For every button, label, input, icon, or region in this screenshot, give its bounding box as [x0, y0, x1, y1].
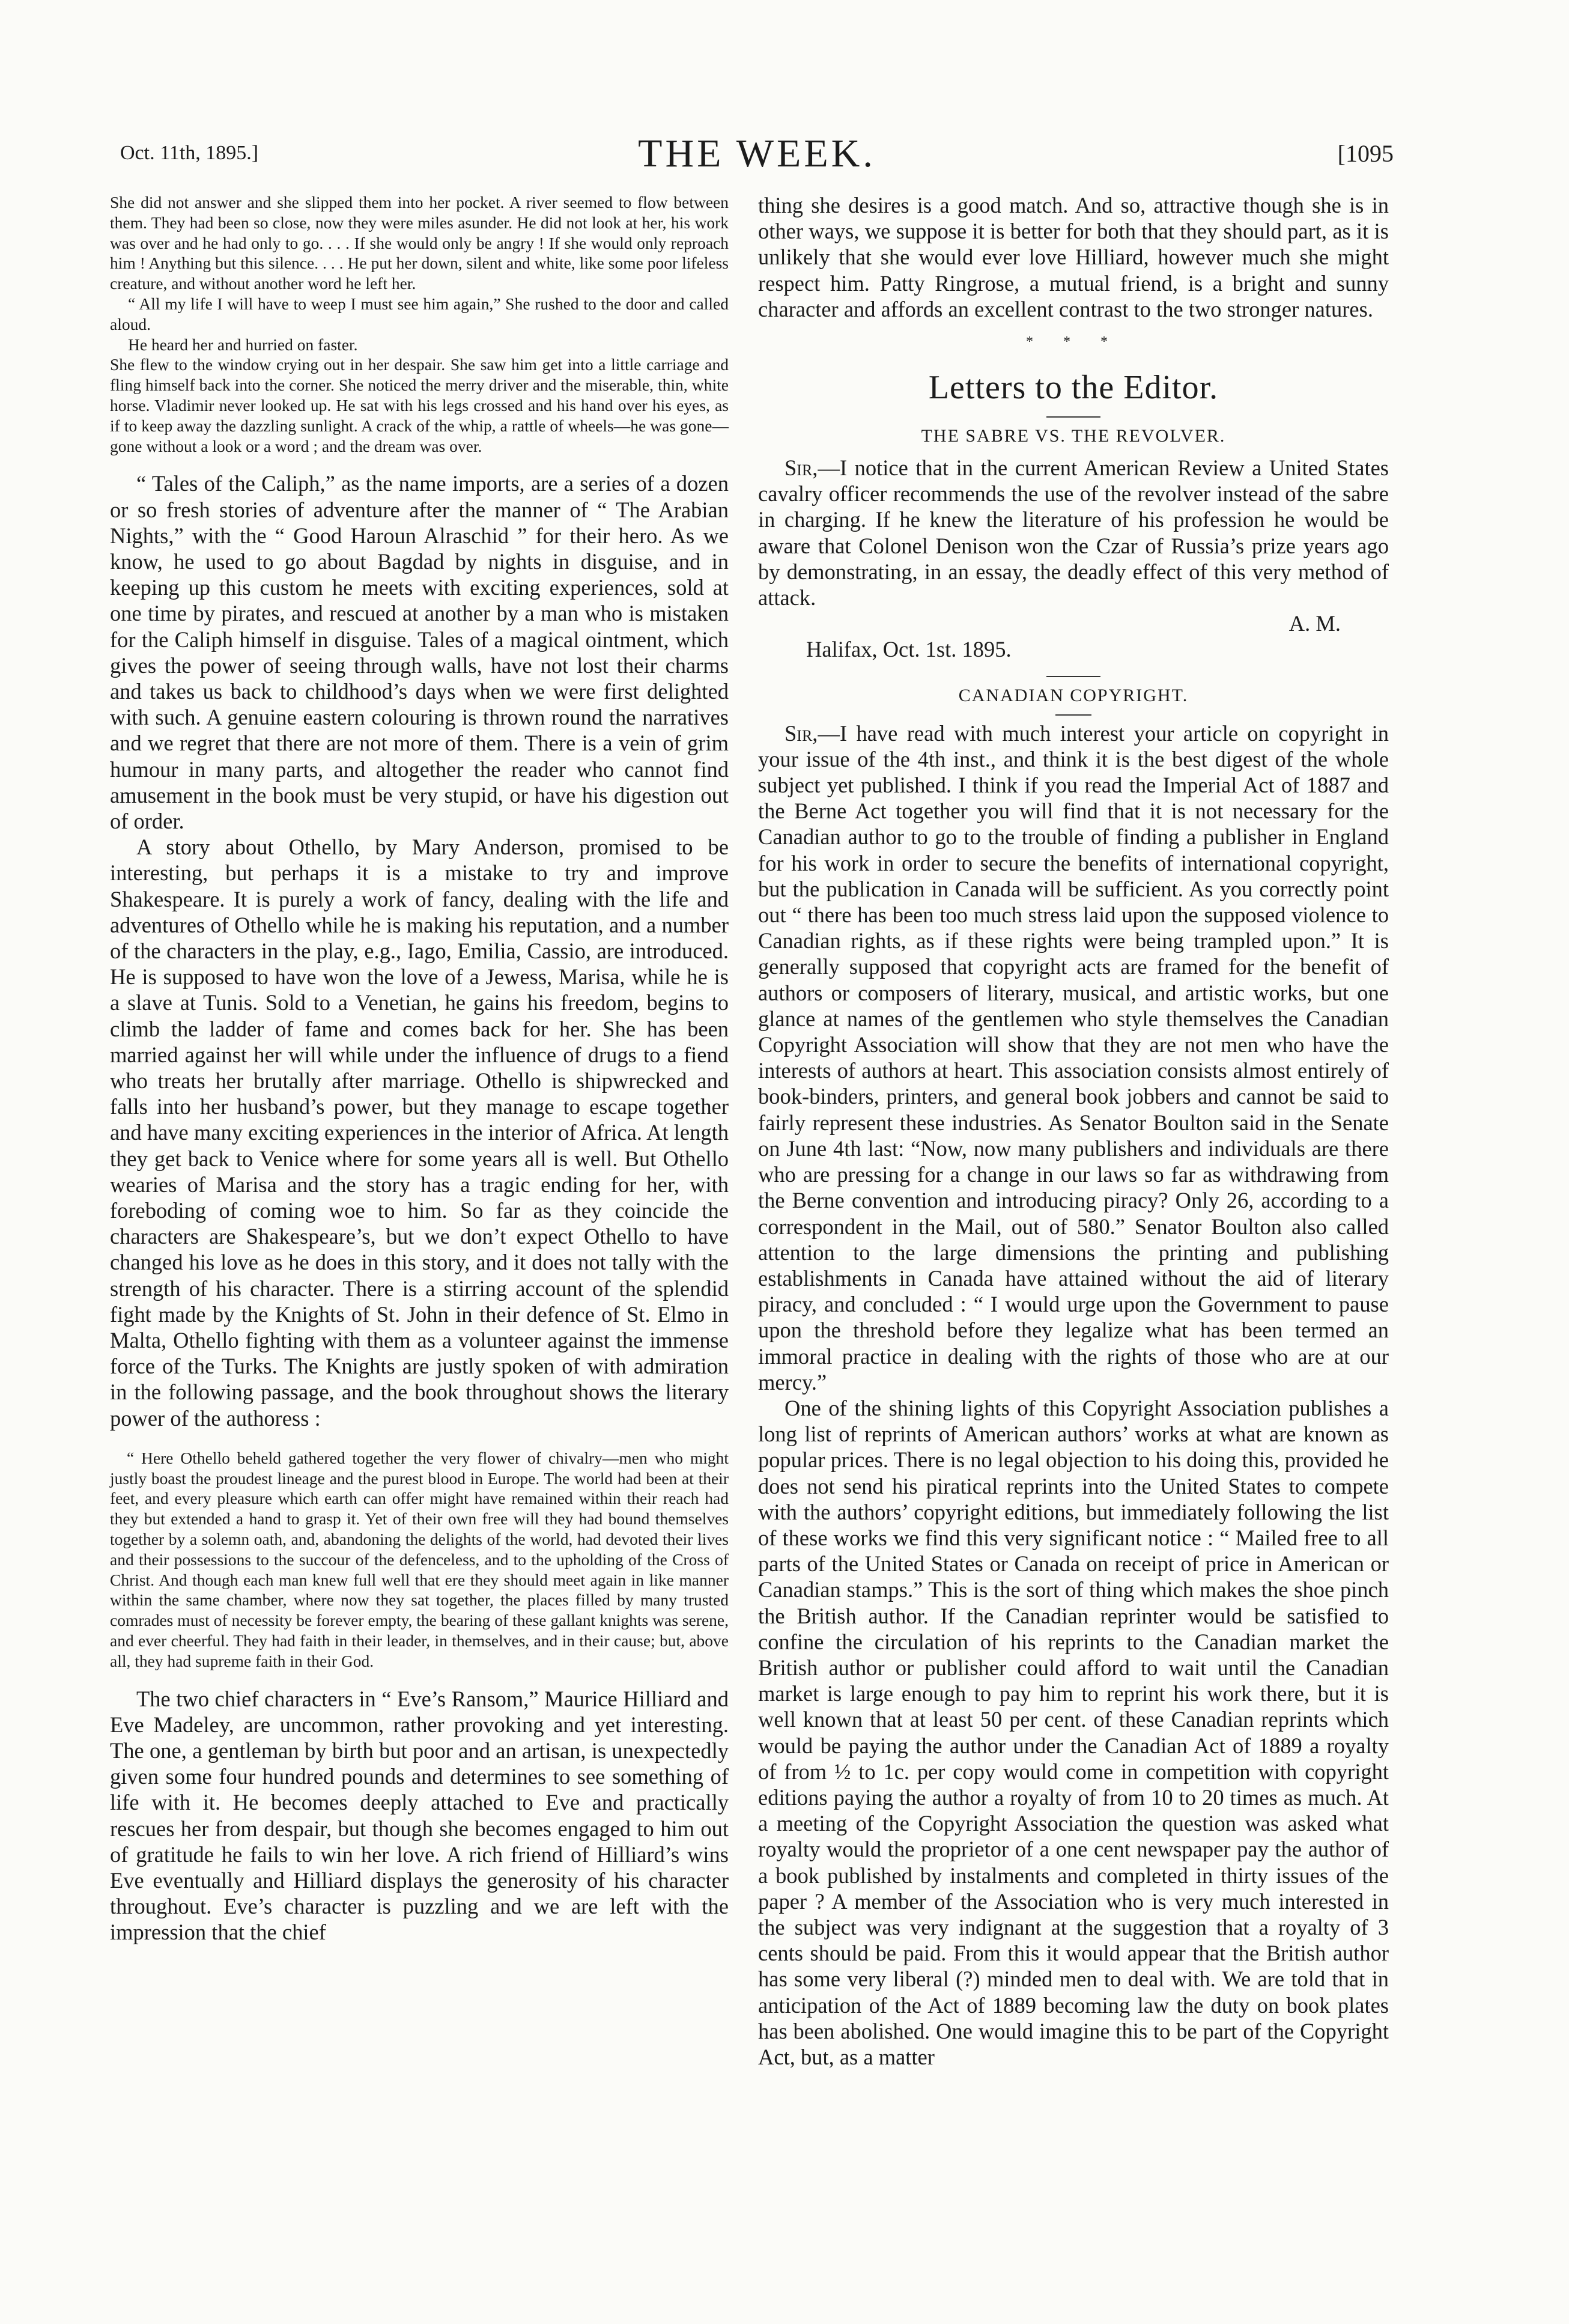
- section-divider-stars: * * *: [1026, 334, 1121, 350]
- letter-signature-line: [758, 610, 1389, 636]
- excerpt-paragraph: “ All my life I will have to weep I must see him again,” She rushed to the door and called aloud.: [110, 294, 729, 333]
- letter-title: THE SABRE VS. THE REVOLVER.: [921, 426, 1226, 446]
- divider-rule: [1046, 676, 1100, 677]
- letter-title: CANADIAN COPYRIGHT.: [958, 685, 1189, 705]
- letter-salutation: Sir,: [784, 720, 818, 746]
- letter-text: —I have read with much interest your article on copyright in your issue of the 4th inst., and think it is the best digest of the whole subject yet published. I think if you read the Imperial Act of 1887 and the Berne Act together you will find that it is not necessary for the Canadian author to go to the trouble of finding a publisher in England for his work in order to secure the benefits of international copyright, but the publication in Canada will be sufficient. As you correctly point out “ there has been too much stress laid upon the supposed violence to Canadian rights, as if these rights were being trampled upon.” It is generally supposed that copyright acts are framed for the benefit of authors or composers of literary, musical, and artistic works, but one glance at names of the gentlemen who style themselves the Canadian Copyright Association will show that they are not men who have the interests of authors at heart. This association consists almost entirely of book-binders, printers, and general book jobbers and cannot be said to fairly represent these industries. As Senator Boulton said in the Senate on June 4th last: “Now, now many publishers and individuals are there who are pressing for a change in our laws so far as withdrawing from the Berne convention and introducing piracy? Only 26, according to a correspondent in the Mail, out of 580.” Senator Boulton also called attention to the large dimensions the printing and publishing establishments in Canada have attained without the aid of literary piracy, and concluded : “ I would urge upon the Government to pause upon the threshold before they legalize what has been termed an immoral practice in dealing with the rights of those who are at our mercy.”: [758, 720, 1389, 1395]
- page-number: [1095: [1337, 140, 1394, 167]
- page-header: [120, 131, 1394, 179]
- masthead-title: THE WEEK.: [638, 132, 876, 175]
- excerpt-paragraph: She did not answer and she slipped them into her pocket. A river seemed to flow between them. They had been so close, now they were miles asunder. He did not look at her, his work was over and he had only to go. . . . If she would only be angry ! If she would only reproach him ! Anything but this silence. . . . He put her down, silent and white, like some poor lifeless creature, and without another word he left her.: [110, 193, 729, 293]
- review-othello: A story about Othello, by Mary Anderson, promised to be interesting, but perhaps it is a mistake to try and improve Shakespeare. It is purely a work of fancy, dealing with the life and adventures of Othello while he is making his reputation, and a number of the characters in the play, e.g., Iago, Emilia, Cassio, are introduced. He is supposed to have won the love of a Jewess, Marisa, while he is a slave at Tunis. Sold to a Venetian, he gains his freedom, begins to climb the ladder of fame and comes back for her. She has been married against her will while under the influence of drugs to a fiend who treats her brutally after marriage. Othello is shipwrecked and falls into her husband’s power, but they manage to escape together and have many exciting experiences in the interior of Africa. At length they get back to Venice where for some years all is well. But Othello wearies of Marisa and the story has a tragic ending for her, with foreboding of coming woe to him. So far as they coincide the characters are Shakespeare’s, but we don’t expect Othello to have changed his love as he does in this story, and it does not tally with the strength of his character. There is a stirring account of the splendid fight made by the Knights of St. John in their defence of St. Elmo in Malta, Othello fighting with them as a volunteer against the immense force of the Turks. The Knights are justly spoken of with admiration in the following passage, and the book throughout shows the literary power of the authoress :: [110, 835, 729, 1431]
- right-column: [758, 192, 1389, 2070]
- quote-text: “ Here Othello beheld gathered together the very flower of chivalry—men who might justly boast the proudest lineage and the purest blood in Europe. The world had been at their feet, and every pleasure which earth can offer might have remained within their reach had they but extended a hand to grasp it. Yet of their own free will they had bound themselves together by a solemn oath, and, abandoning the delights of the world, had devoted their lives and their possessions to the succour of the defenceless, and to the upholding of the Cross of Christ. And though each man knew full well that ere they should meet again in like manner within the same chamber, where now they sat together, the places filled by many trusted comrades must of necessity be forever empty, the bearing of these gallant knights was serene, and ever cheerful. They had faith in their leader, in themselves, and in their cause; but, above all, they had supreme faith in their God.: [110, 1448, 729, 1670]
- block-quote: [110, 1448, 729, 1672]
- letter-salutation: Sir,: [784, 455, 818, 481]
- excerpt-paragraph: She flew to the window crying out in her despair. She saw him get into a little carriage and fling himself back into the corner. She noticed the merry driver and the miserable, thin, white horse. Vladimir never looked up. He sat with his legs crossed and his hand over his eyes, as if to keep away the dazzling sunlight. A crack of the whip, a rattle of wheels—he was gone—gone without a look or a word ; and the dream was over.: [110, 355, 729, 455]
- letter-body: [758, 455, 1389, 610]
- letter-body-paragraph: One of the shining lights of this Copyright Association publishes a long list of reprints of American authors’ works at what are known as popular prices. There is no legal objection to his doing this, provided he does not send his piratical reprints into the United States to compete with the authors’ copyright editions, but immediately following the list of these works we find this very significant notice : “ Mailed free to all parts of the United States or Canada on receipt of price in American or Canadian stamps.” This is the sort of thing which makes the shoe pinch the British author. If the Canadian reprinter would be satisfied to confine the circulation of his reprints to the Canadian market the British author or publisher could afford to wait until the Canadian market is large enough to pay him to reprint his work there, but it is well known that at least 50 per cent. of these Canadian reprints which would be paying the author under the Canadian Act of 1889 a royalty of from ½ to 1c. per copy would come in competition with copyright editions paying the author a royalty of from 10 to 20 times as much. At a meeting of the Copyright Association the question was asked what royalty would the proprietor of a one cent newspaper pay the author of a book published by instalments and completed in thirty issues of the paper ? A member of the Association who is very much interested in the subject was very indignant at the suggestion that a royalty of 3 cents should be paid. From this it would appear that the British author has some very liberal (?) minded men to deal with. We are told that in anticipation of the Act of 1889 becoming law the duty on book plates has been abolished. One would imagine this to be part of the Copyright Act, but, as a matter: [758, 1395, 1389, 2069]
- review-eves-ransom-continued: thing she desires is a good match. And so, attractive though she is in other ways, we suppose it is better for both that they should part, as it is unlikely that she would ever love Hilliard, however much she might respect him. Patty Ringrose, a mutual friend, is a bright and sunny character and affords an excellent contrast to the two stronger natures.: [758, 193, 1389, 321]
- divider-rule: [1046, 416, 1100, 418]
- section-title: Letters to the Editor.: [928, 369, 1219, 407]
- letter-dateline: Halifax, Oct. 1st. 1895.: [806, 637, 1012, 662]
- excerpt-paragraph: He heard her and hurried on faster.: [128, 335, 358, 354]
- divider-rule: [1055, 714, 1091, 716]
- issue-date: Oct. 11th, 1895.]: [120, 142, 259, 164]
- letter-text: —I notice that in the current American Review a United States cavalry officer recommends the use of the revolver instead of the sabre in charging. If he knew the literature of his profession he would be aware that Colonel Denison won the Czar of Russia’s prize years ago by demonstrating, in an essay, the deadly effect of this very method of attack.: [758, 455, 1389, 610]
- left-column: [110, 192, 729, 1945]
- letter-canadian-copyright: [758, 686, 1389, 2070]
- letter-sabre-revolver: [758, 426, 1389, 663]
- letter-signature: A. M.: [1288, 611, 1341, 636]
- letter-body: [758, 720, 1389, 1395]
- review-tales-of-the-caliph: “ Tales of the Caliph,” as the name imports, are a series of a dozen or so fresh stories of adventure after the manner of “ The Arabian Nights,” with the “ Good Haroun Alraschid ” for their hero. As we know, he used to go about Bagdad by nights in disguise, and in keeping up this custom he meets with exciting experiences, sold at one time by pirates, and rescued at another by a man who is mistaken for the Caliph himself in disguise. Tales of a magical ointment, which gives the power of seeing through walls, have not lost their charms and takes us back to childhood’s days when we were first delighted with such. A genuine eastern colouring is thrown round the narratives and we regret that there are not more of them. There is a vein of grim humour in many parts, and altogether the reader who cannot find amusement in the book must be very stupid, or have his digestion out of order.: [110, 471, 729, 833]
- review-eves-ransom: The two chief characters in “ Eve’s Ransom,” Maurice Hilliard and Eve Madeley, are uncommon, rather provoking and yet interesting. The one, a gentleman by birth but poor and an artisan, is unexpectedly given some four hundred pounds and determines to see something of life with it. He becomes deeply attached to Eve and practically rescues her from despair, but though she becomes engaged to him out of gratitude he fails to win her love. A rich friend of Hilliard’s wins Eve eventually and Hilliard displays the generosity of his character throughout. Eve’s character is puzzling and we are left with the impression that the chief: [110, 1686, 729, 1945]
- story-excerpt: [110, 192, 729, 456]
